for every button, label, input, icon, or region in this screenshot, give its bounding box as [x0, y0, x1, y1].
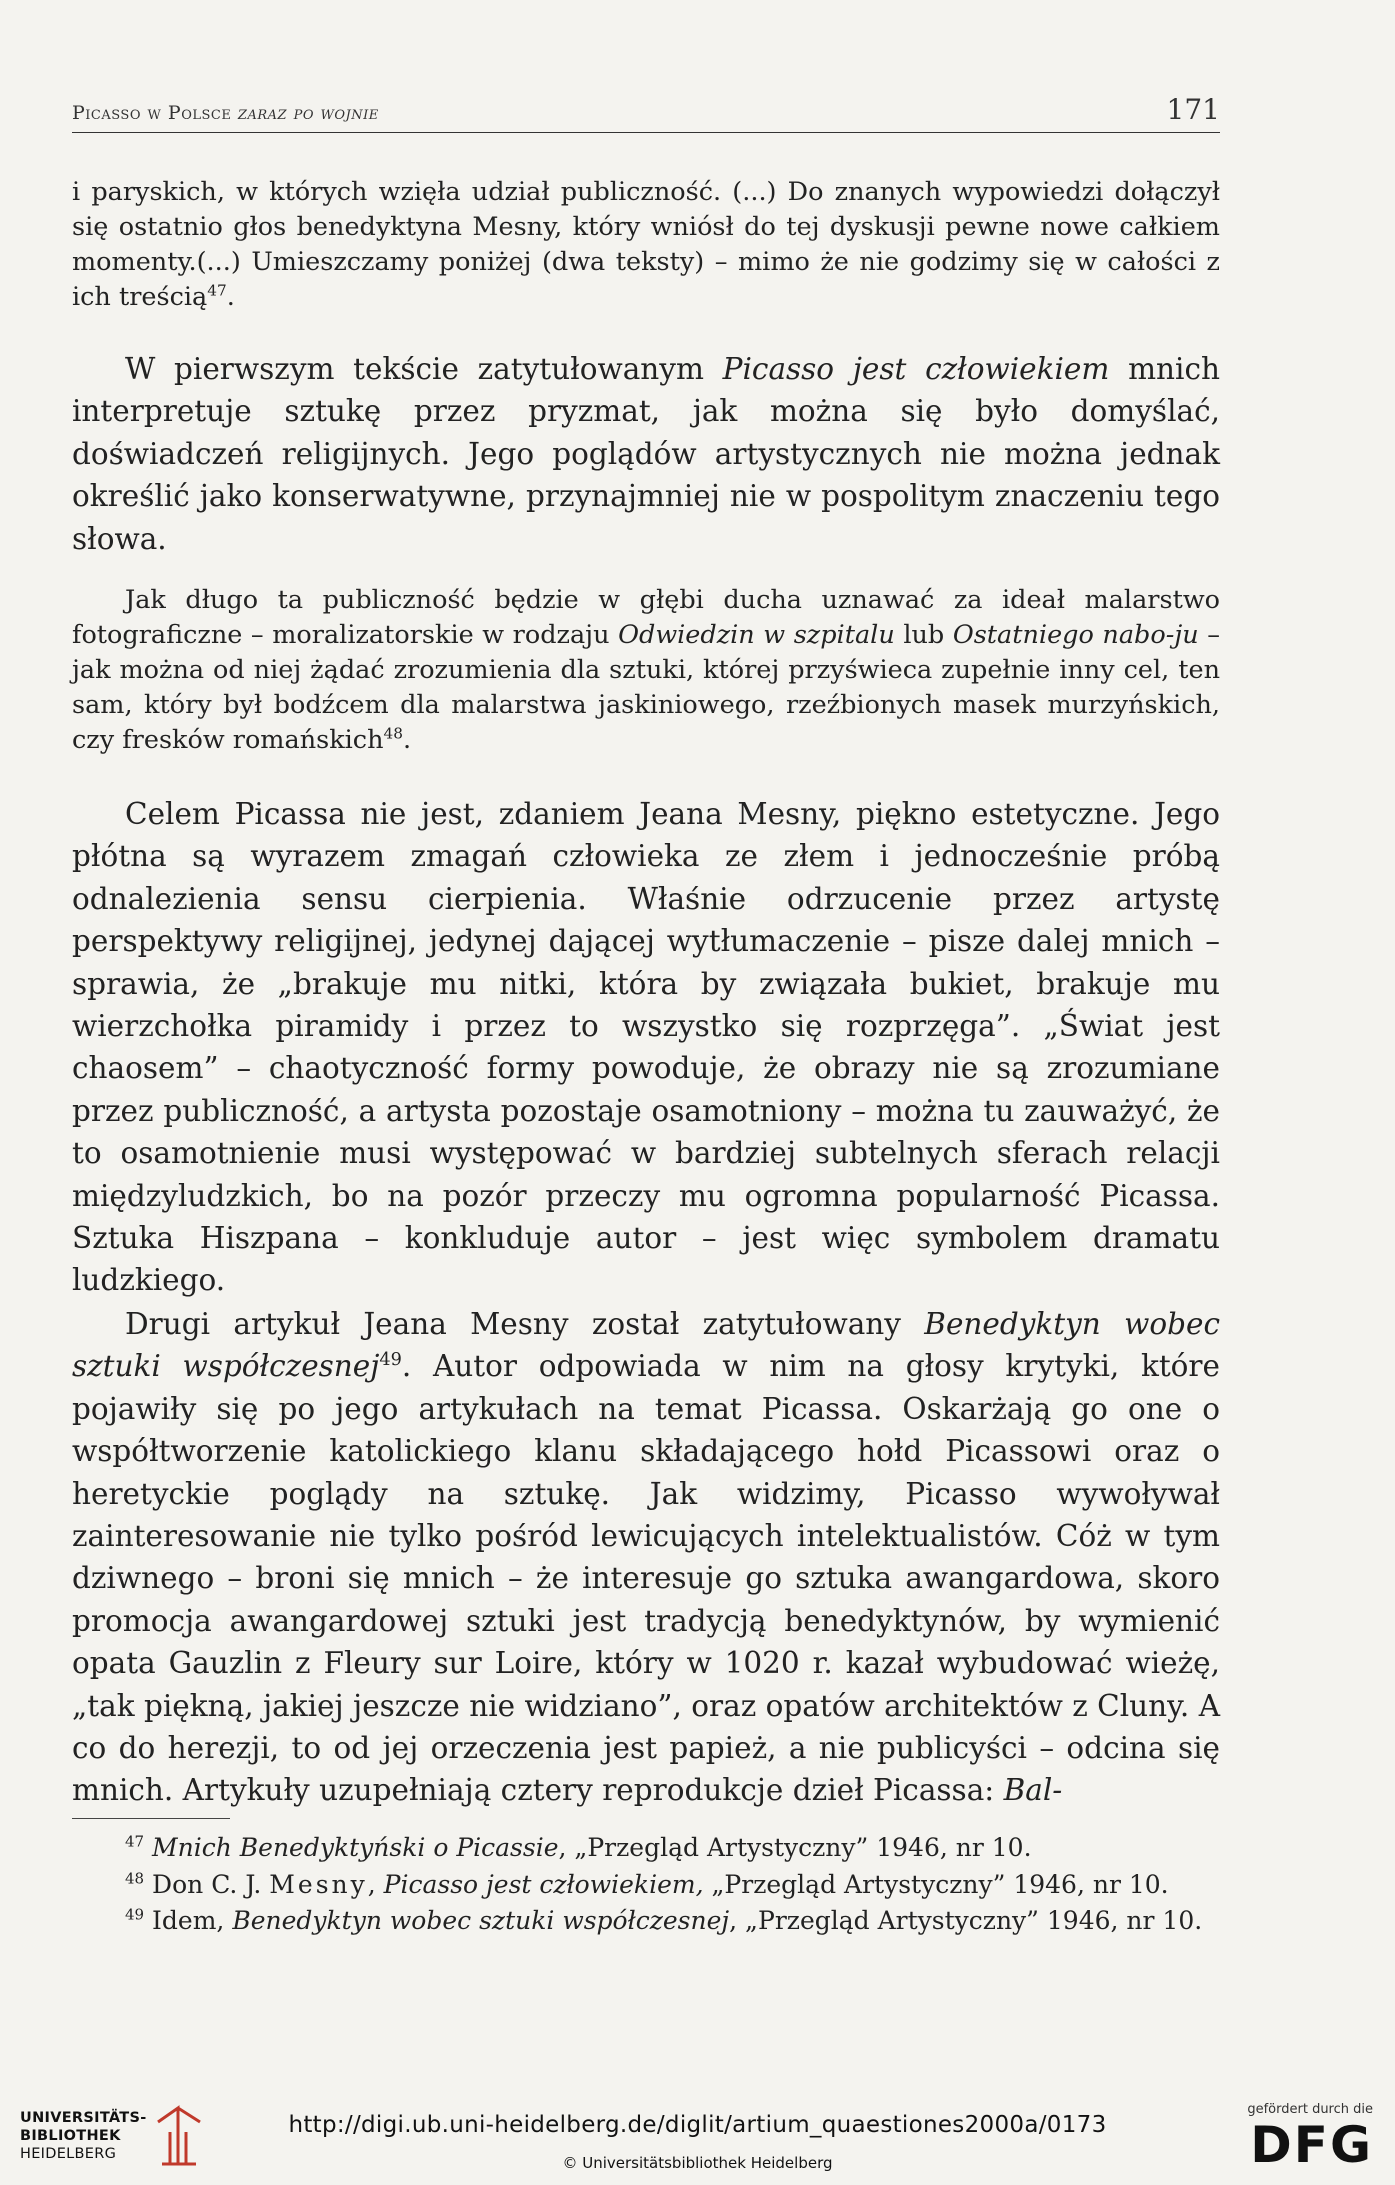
footnote-num: 48 — [125, 1869, 145, 1888]
p4-italic-title: Benedyktyn wobec sztuki współczesnej — [72, 1307, 1220, 1384]
funded-by-label: gefördert durch die — [1247, 2102, 1373, 2117]
paragraph-quote-continuation — [72, 175, 1220, 315]
quote-t3: – jak można od niej żądać zrozumienia dla sztuki, której przyświeca zupełnie inny cel, ten sam, który był bodźcem dla malarstwa jaskiniowego, rzeźbionych masek murzyńskich, czy fresków romańskich — [72, 620, 1220, 755]
footnote-italic: Picasso jest człowiekiem, — [383, 1869, 704, 1899]
p3-text: Celem Picassa nie jest, zdaniem Jeana Mesny, piękno estetyczne. Jego płótna są wyrazem zmagań człowieka ze złem i jednocześnie próbą odnalezienia sensu cierpienia. Właśnie odrzucenie przez artystę perspektywy religijnej, jedynej dającej wytłumaczenie – pisze dalej mnich – sprawia, że „brakuje mu nitki, która by związała bukiet, brakuje mu wierzchołka piramidy i przez to wszystko się rozprzęga”. „Świat jest chaosem” – chaotyczność formy powoduje, że obrazy nie są zrozumiane przez publiczność, a artysta pozostaje osamotniony – można tu zauważyć, że to osamotnienie musi występować w bardziej subtelnych sferach relacji międzyludzkich, bo na pozór przeczy mu ogromna popularność Picassa. Sztuka Hiszpana – konkluduje autor – jest więc symbolem dramatu ludzkiego. — [72, 797, 1220, 1298]
running-title — [72, 102, 379, 124]
footnote-num: 49 — [125, 1905, 145, 1924]
running-title-plain: Picasso w Polsce — [72, 102, 238, 124]
footnote-49 — [72, 1903, 1220, 1940]
footnote-num: 47 — [125, 1832, 145, 1851]
paragraph-first-text — [72, 348, 1220, 560]
footnote-italic: Benedyktyn wobec sztuki współczesnej — [232, 1906, 730, 1935]
footnote-rest: „Przegląd Artystyczny” 1946, nr 10. — [703, 1869, 1169, 1899]
dfg-logo[interactable] — [1213, 2102, 1373, 2172]
p1-end: . — [226, 282, 235, 312]
p2-italic-title: Picasso jest człowiekiem — [722, 352, 1110, 386]
footnote-ref-47: 47 — [207, 281, 227, 300]
footnote-divider — [72, 1818, 230, 1819]
p4-after: . Autor odpowiada w nim na głosy krytyki, które pojawiły się po jego artykułach na temat Picassa. Oskarżają go one o współtworzenie katolickiego klanu składającego hołd Picassowi oraz o heretyckie poglądy na sztukę. Jak widzimy, Picasso wywoływał zainteresowanie nie tylko pośród lewicujących intelektualistów. Cóż w tym dziwnego – broni się mnich – że interesuje go sztuka awangardowa, skoro promocja awangardowej sztuki jest tradycją benedyktynów, by wymienić opata Gauzlin z Fleury sur Loire, który w 1020 r. kazał wybudować wieżę, „tak piękną, jakiej jeszcze nie widziano”, oraz opatów architektów z Cluny. A co do herezji, to od jej orzeczenia jest papież, a nie publicyści – odcina się mnich. Artykuły uzupełniają cztery reprodukcje dzieł Picassa: — [72, 1349, 1220, 1808]
footnote-48 — [72, 1867, 1220, 1904]
p1-text: i paryskich, w których wzięła udział publiczność. (...) Do znanych wypowiedzi dołączył się ostatnio głos benedyktyna Mesny, który wniósł do tej dyskusji pewne nowe całkiem momenty.(...) Umieszczamy poniżej (dwa teksty) – mimo że nie godzimy się w całości z ich treścią — [72, 177, 1220, 312]
p4-before: Drugi artykuł Jeana Mesny został zatytułowany — [125, 1307, 925, 1341]
footnote-rest: , „Przegląd Artystyczny” 1946, nr 10. — [729, 1906, 1203, 1935]
source-url-link[interactable]: http://digi.ub.uni-heidelberg.de/diglit/artium_quaestiones2000a/0173 — [288, 2112, 1107, 2138]
running-title-italic: zaraz po wojnie — [237, 102, 379, 124]
library-line-2: BIBLIOTHEK — [20, 2128, 121, 2144]
paragraph-celem — [72, 793, 1220, 1302]
quote-t2: lub — [894, 620, 953, 650]
block-quote — [72, 583, 1220, 758]
dfg-logo-text: DFG — [1250, 2116, 1373, 2174]
footnote-ref-49: 49 — [379, 1350, 402, 1371]
footnote-sep: , — [367, 1869, 384, 1899]
quote-t1: Jak długo ta publiczność będzie w głębi ducha uznawać za ideał malarstwo fotograficzne – moralizatorskie w rodzaju — [72, 585, 1220, 650]
footnote-pre: Idem, — [152, 1906, 233, 1935]
footnote-47 — [72, 1830, 1220, 1867]
paragraph-drugi — [72, 1303, 1220, 1812]
page-number: 171 — [1166, 93, 1220, 126]
footnote-author-spaced: Mesny — [269, 1869, 368, 1899]
footnote-pre: Don C. J. — [152, 1869, 270, 1899]
footnotes — [72, 1830, 1220, 1940]
footnote-ref-48: 48 — [383, 724, 403, 743]
footnote-rest: , „Przegląd Artystyczny” 1946, nr 10. — [558, 1833, 1032, 1862]
quote-end: . — [403, 725, 412, 755]
p2-after: mnich interpretuje sztukę przez pryzmat, jak można się było domyślać, doświadczeń religijnych. Jego poglądów artystycznych nie można jednak określić jako konserwatywne, przynajmniej nie w pospolitym znaczeniu tego słowa. — [72, 352, 1220, 556]
library-line-3: HEIDELBERG — [20, 2146, 117, 2162]
library-line-1: UNIVERSITÄTS- — [20, 2110, 147, 2126]
footnote-italic: Mnich Benedyktyński o Picassie — [152, 1833, 559, 1862]
footer-bar — [0, 2080, 1395, 2185]
p2-before: W pierwszym tekście zatytułowanym — [125, 352, 723, 386]
quote-italic-2: Ostatniego nabo-ju — [952, 620, 1199, 650]
quote-italic-1: Odwiedzin w szpitalu — [618, 620, 895, 650]
running-head — [72, 92, 1220, 133]
copyright-text: © Universitätsbibliothek Heidelberg — [562, 2154, 833, 2172]
p4-italic-end: Bal- — [1003, 1773, 1063, 1808]
